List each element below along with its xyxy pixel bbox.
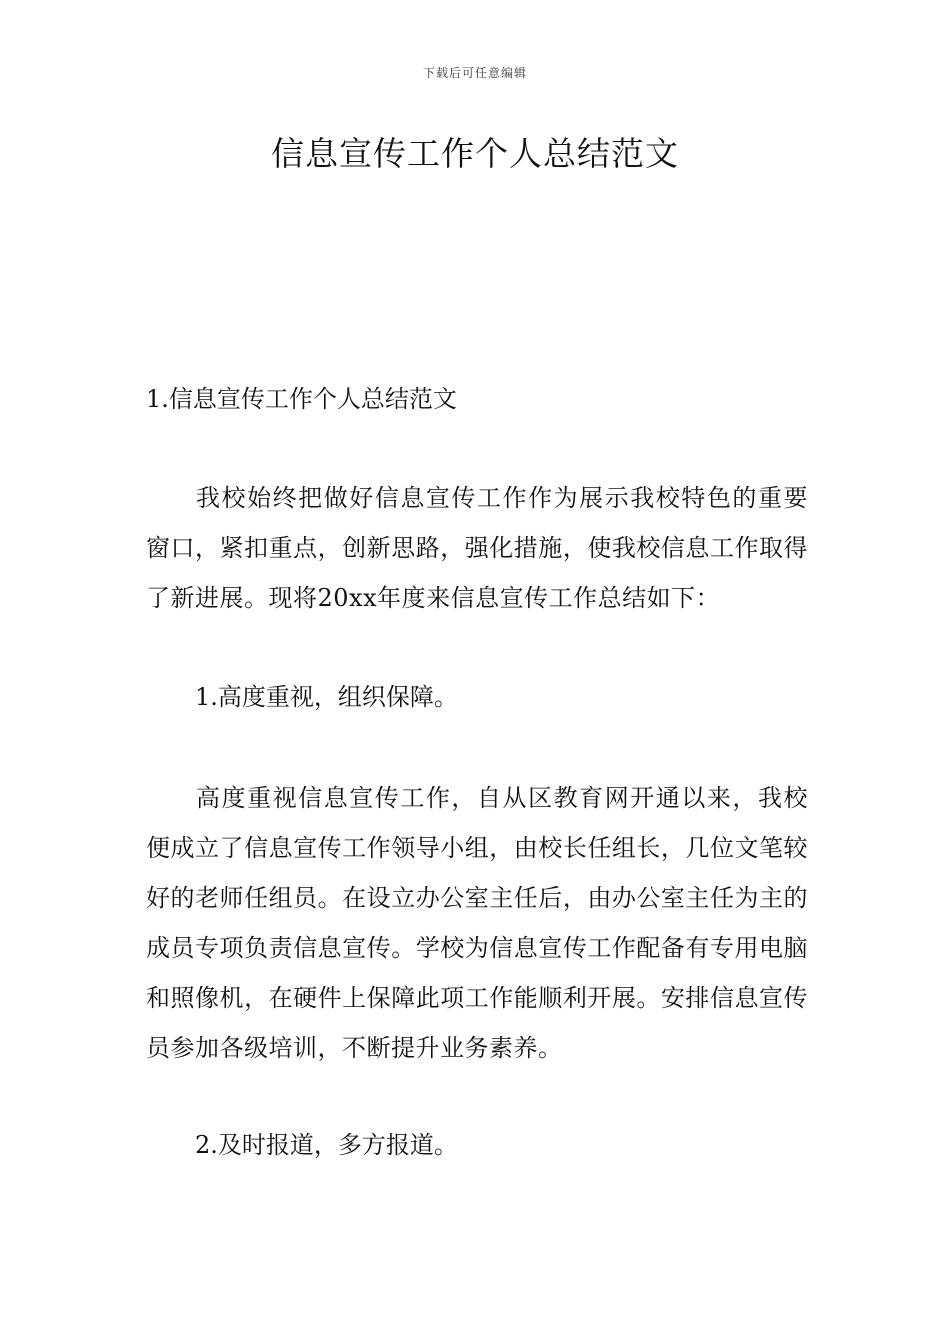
paragraph-text: 高度重视信息宣传工作，自从区教育网开通以来，我校便成立了信息宣传工作领导小组，由校长任组长，几位文笔较好的老师任组员。在设立办公室主任后，由办公室主任为主的成员专项负责信息宣传。学校为信息宣传工作配备有专用电脑和照像机，在硬件上保障此项工作能顺利开展。安排信息宣传员参加各级培训，不断提升业务素养。 (146, 784, 808, 1062)
subheading-2: 2.及时报道，多方报道。 (195, 1131, 458, 1159)
document-title: 信息宣传工作个人总结范文 (271, 134, 679, 173)
subheading-1: 1.高度重视，组织保障。 (195, 683, 458, 711)
paragraph-detail (146, 773, 808, 1073)
section-heading: 1.信息宣传工作个人总结范文 (146, 385, 457, 413)
header-note: 下载后可任意编辑 (422, 66, 527, 80)
paragraph-intro (146, 473, 808, 623)
paragraph-text: 我校始终把做好信息宣传工作作为展示我校特色的重要窗口，紧扣重点，创新思路，强化措施，使我校信息工作取得了新进展。现将20xx年度来信息宣传工作总结如下： (146, 484, 808, 612)
